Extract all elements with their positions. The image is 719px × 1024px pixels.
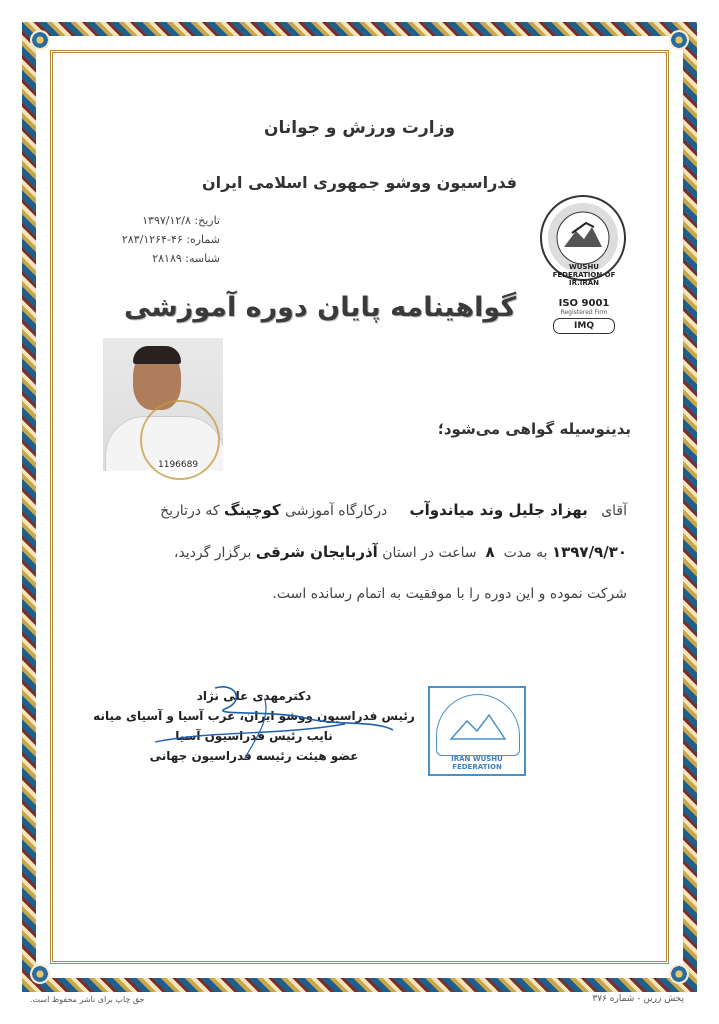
iso-subtitle: Registered Firm bbox=[560, 309, 608, 316]
handwritten-signature bbox=[95, 680, 395, 760]
publisher-note: پخش زرین - شماره ۳۷۶ bbox=[592, 994, 684, 1004]
signatory-role-3: عضو هیئت رئیسه فدراسیون جهانی bbox=[149, 749, 359, 763]
number-field: شماره: ۴۶-۲۸۳/۱۲۶۴ bbox=[121, 233, 220, 246]
signatory-role-1: رئیس فدراسیون ووشو ایران، غرب آسیا و آسیای میانه bbox=[93, 709, 415, 723]
workshop-label: درکارگاه آموزشی bbox=[285, 503, 388, 519]
signatory-role-2: نایب رئیس فدراسیون آسیا bbox=[175, 729, 333, 743]
recipient-name: بهزاد جلیل وند میاندوآب bbox=[409, 501, 588, 519]
border-ornament-icon bbox=[30, 964, 50, 984]
imq-badge: IMQ bbox=[553, 318, 615, 334]
photo-id: 1196689 bbox=[158, 460, 199, 470]
certificate-title: گواهینامه پایان دوره آموزشی bbox=[123, 292, 517, 323]
stamp-text: IRAN WUSHU FEDERATION bbox=[451, 755, 503, 771]
iso-title: ISO 9001 bbox=[558, 298, 610, 309]
province: آذربایجان شرقی bbox=[255, 543, 378, 561]
id-field: شناسه: ۲۸۱۸۹ bbox=[152, 252, 220, 265]
body-line-2 bbox=[87, 540, 627, 565]
hours-suffix: ساعت در استان bbox=[382, 545, 477, 561]
date-prefix: که درتاریخ bbox=[160, 503, 220, 519]
border-ornament-icon bbox=[669, 964, 689, 984]
border-ornament-icon bbox=[30, 30, 50, 50]
copyright-note: حق چاپ برای ناشر محفوظ است. bbox=[30, 995, 145, 1004]
border-ornament-icon bbox=[669, 30, 689, 50]
course-date: ۱۳۹۷/۹/۳۰ bbox=[551, 543, 627, 561]
held-label: برگزار گردید، bbox=[173, 545, 252, 561]
signatory-name: دکترمهدی علی نژاد bbox=[196, 689, 312, 703]
date-field: تاریخ: ۱۳۹۷/۱۲/۸ bbox=[142, 214, 220, 227]
federation-stamp bbox=[428, 686, 526, 776]
logo-ring-text: WUSHU FEDERATION OF IR.IRAN bbox=[552, 263, 616, 287]
certifies-heading: بدینوسیله گواهی می‌شود؛ bbox=[437, 420, 631, 438]
duration-prefix: به مدت bbox=[503, 545, 548, 561]
stamp-fighter-icon bbox=[437, 695, 519, 755]
stamp-emblem bbox=[436, 694, 520, 756]
mr-label: آقای bbox=[601, 503, 627, 519]
body-line-1 bbox=[87, 498, 627, 523]
body-line-3: شرکت نموده و این دوره را با موفقیت به اتمام رسانده است. bbox=[272, 586, 627, 602]
ministry-title: وزارت ورزش و جوانان bbox=[264, 118, 455, 138]
iso-badge bbox=[548, 298, 620, 334]
course-name: کوچینگ bbox=[224, 501, 281, 519]
federation-title: فدراسیون ووشو جمهوری اسلامی ایران bbox=[201, 173, 518, 192]
hours: ۸ bbox=[485, 543, 495, 561]
